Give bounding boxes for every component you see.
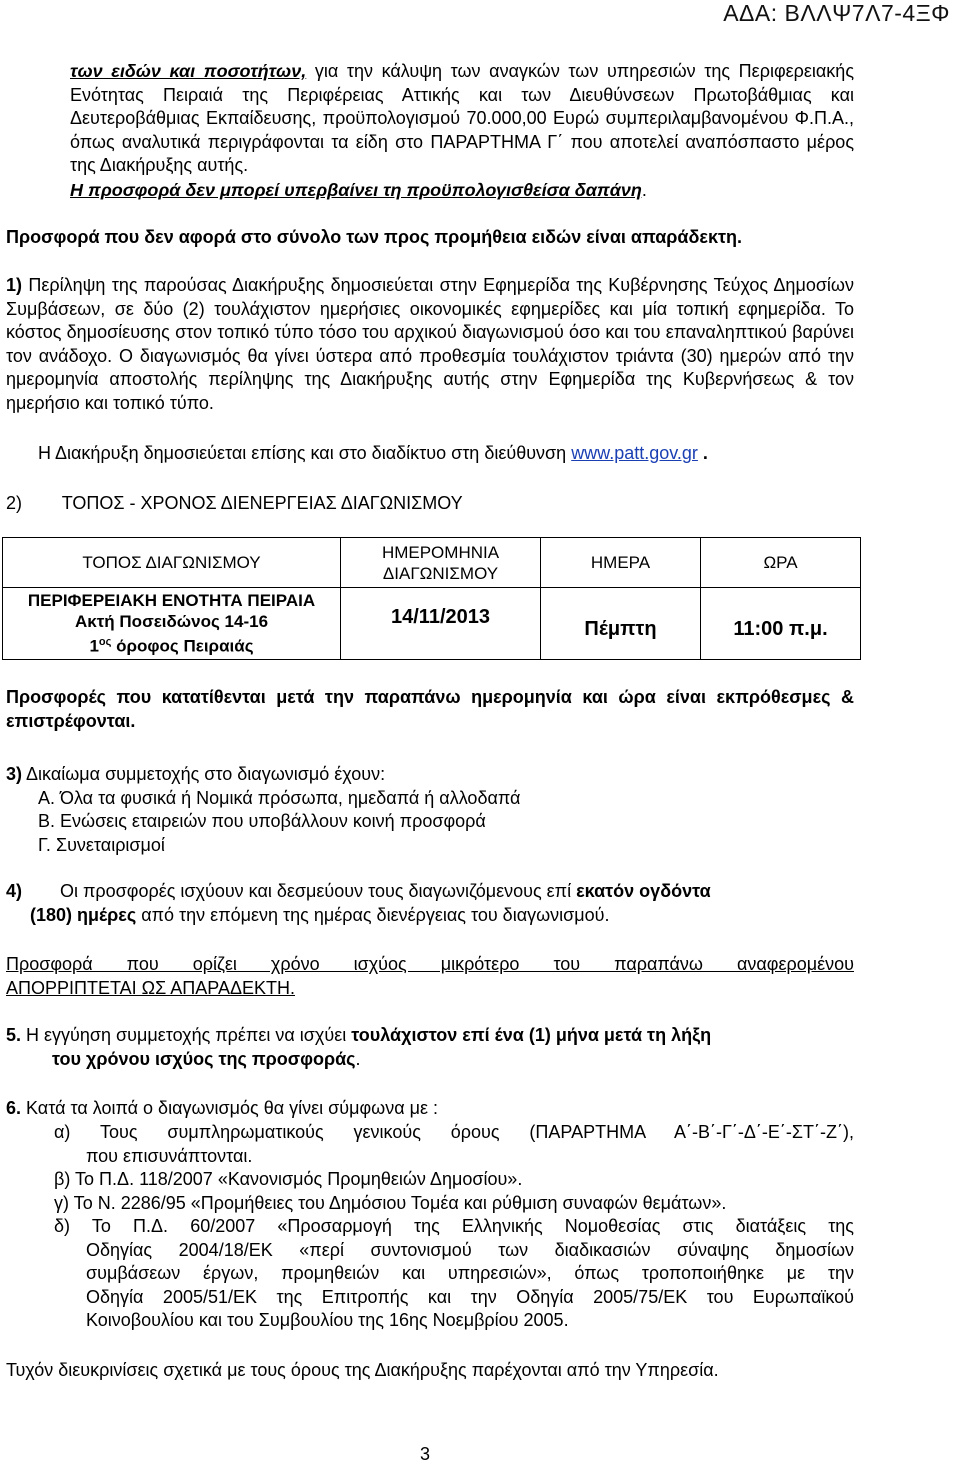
section3-item-a: Α. Όλα τα φυσικά ή Νομικά πρόσωπα, ημεδαπά ή αλλοδαπά — [38, 788, 521, 808]
late-offers-note: Προσφορές που κατατίθενται μετά την παραπάνω ημερομηνία και ώρα είναι εκπρόθεσμες & επιστρέφονται. — [6, 687, 854, 731]
section6-item-b: β) Το Π.Δ. 118/2007 «Κανονισμός Προμηθειών Δημοσίου». — [54, 1169, 523, 1189]
header-date — [341, 538, 541, 588]
rejection-line1: Προσφορά που ορίζει χρόνο ισχύος μικρότερο του παραπάνω αναφερομένου — [6, 954, 854, 974]
tender-table — [2, 537, 861, 660]
section6-d-l3: συμβάσεων έργων, προμηθειών και υπηρεσιών», όπως τροποποιήθηκε με την — [86, 1263, 854, 1283]
header-day: ΗΜΕΡΑ — [541, 538, 701, 588]
section6-d-l5: Κοινοβουλίου και του Συμβουλίου της 16ης Νοεμβρίου 2005. — [86, 1310, 569, 1330]
budget-limit-end: . — [641, 180, 647, 200]
section6-text: Κατά τα λοιπά ο διαγωνισμός θα γίνει σύμφωνα με : — [21, 1098, 438, 1118]
rejection-note — [6, 953, 854, 1000]
section4-num: 4) — [6, 881, 23, 901]
section3-heading — [6, 763, 854, 787]
section6-item-c: γ) Το Ν. 2286/95 «Προμήθειες του Δημόσιου Τομέα και ρύθμιση συναφών θεμάτων». — [54, 1193, 727, 1213]
budget-limit-line — [70, 179, 854, 203]
place-floor-num: 1 — [89, 636, 99, 656]
section6-d-l2: Οδηγίας 2004/18/ΕΚ «περί συντονισμού των διαδικασιών σύναψης δημοσίων — [86, 1239, 854, 1260]
place-floor-sup: ος — [98, 636, 112, 648]
cell-day: Πέμπτη — [541, 588, 701, 660]
section3-num: 3) — [6, 764, 23, 784]
section3-text: Δικαίωμα συμμετοχής στο διαγωνισμό έχουν: — [22, 764, 386, 784]
header-date-l1: ΗΜΕΡΟΜΗΝΙΑ — [381, 542, 500, 562]
header-time: ΩΡΑ — [701, 538, 861, 588]
section6-heading — [6, 1097, 854, 1121]
header-place: ΤΟΠΟΣ ΔΙΑΓΩΝΙΣΜΟΥ — [3, 538, 341, 588]
section2-heading: 2) ΤΟΠΟΣ - ΧΡΟΝΟΣ ΔΙΕΝΕΡΓΕΙΑΣ ΔΙΑΓΩΝΙΣΜΟΥ — [6, 493, 463, 513]
section6-num: 6. — [6, 1098, 22, 1118]
partial-offer-note: Προσφορά που δεν αφορά στο σύνολο των προς προμήθεια ειδών είναι απαράδεκτη. — [6, 227, 743, 247]
section6-a-l1: α) Τους συμπληρωματικούς γενικούς όρους (ΠΑΡΑΡΤΗΜΑ Α΄-Β΄-Γ΄-Δ΄-Ε΄-ΣΤ΄-Ζ΄), — [54, 1122, 854, 1142]
cell-place — [3, 588, 341, 660]
url-end: . — [697, 443, 708, 463]
section1-paragraph — [6, 274, 854, 415]
section6-d-l4: Οδηγία 2005/51/ΕΚ της Επιτροπής και την Οδηγία 2005/75/ΕΚ του Ευρωπαϊκού — [86, 1286, 854, 1307]
rejection-line2: ΑΠΟΡΡΙΠΤΕΤΑΙ ΩΣ ΑΠΑΡΑΔΕΚΤΗ. — [6, 977, 295, 998]
section1-internet-text: Η Διακήρυξη δημοσιεύεται επίσης και στο διαδίκτυο στη διεύθυνση — [38, 443, 572, 463]
section1-internet — [38, 442, 854, 466]
table-header-row — [3, 538, 861, 588]
section4-bold1: εκατόν ογδόντα — [576, 881, 711, 901]
closing-note: Τυχόν διευκρινίσεις σχετικά με τους όρους της Διακήρυξης παρέχονται από την Υπηρεσία. — [6, 1360, 719, 1380]
section4-bold2: (180) ημέρες — [30, 905, 137, 925]
section3-item-b: Β. Ενώσεις εταιρειών που υποβάλλουν κοινή προσφορά — [38, 811, 486, 831]
section6-d-l1: δ) Το Π.Δ. 60/2007 «Προσαρμογή της Ελληνικής Νομοθεσίας στις διατάξεις της — [54, 1216, 854, 1236]
section1-num: 1) — [6, 275, 23, 295]
table-row — [3, 588, 861, 660]
section3-item-c: Γ. Συνεταιρισμοί — [38, 835, 165, 855]
intro-text: για την κάλυψη των αναγκών των υπηρεσιών της Περιφερειακής Ενότητας Πειραιά της Περιφέρειας Αττικής και των Διευθύνσεων Πρωτοβάθμιας και Δευτεροβάθμιας Εκπαίδευσης, προϋπολογισμού 70.000,00 Ευρώ συμπεριλαμβανομένου Φ.Π.Α., όπως αναλυτικά περιγράφονται τα είδη στο ΠΑΡΑΡΤΗΜΑ Γ΄ που αποτελεί αναπόσπαστο μέρος της Διακήρυξης αυτής. — [70, 61, 854, 175]
section5-bold2: του χρόνου ισχύος της προσφοράς — [52, 1049, 356, 1069]
section4-line2 — [30, 904, 878, 928]
section5-line1 — [6, 1024, 854, 1048]
section6-item-d — [54, 1215, 854, 1333]
budget-limit: Η προσφορά δεν μπορεί υπερβαίνει τη προϋπολογισθείσα δαπάνη — [70, 180, 642, 200]
section4-text2: από την επόμενη της ημέρας διενέργειας του διαγωνισμού. — [136, 905, 610, 925]
section5-end: . — [355, 1049, 361, 1069]
section6-item-a — [54, 1121, 854, 1168]
section1-text: Περίληψη της παρούσας Διακήρυξης δημοσιεύεται στην Εφημερίδα της Κυβέρνησης Τεύχος Δημοσίων Συμβάσεων, σε δύο (2) τουλάχιστον ημερήσιες οικονομικές εφημερίδες και μία τοπική εφημερίδα. Το κόστος δημοσίευσης στον τοπικό τύπο τόσο του αρχικού διαγωνισμού όσο και του επαναληπτικού βαρύνει τον ανάδοχο. Ο διαγωνισμός θα γίνει ύστερα από προθεσμία τουλάχιστον τριάντα (30) ημερών από την ημερομηνία αποστολής περίληψης της Διακήρυξης αυτής στην Εφημερίδα της Κυβερνήσεως & τον ημερήσιο και τοπικό τύπο. — [6, 275, 854, 413]
intro-lead: των ειδών και ποσοτήτων, — [70, 61, 307, 81]
header-date-l2: ΔΙΑΓΩΝΙΣΜΟΥ — [382, 563, 499, 583]
ada-code: ΑΔΑ: ΒΛΛΨ7Λ7-4ΞΦ — [723, 0, 950, 26]
place-line1: ΠΕΡΙΦΕΡΕΙΑΚΗ ΕΝΟΤΗΤΑ ΠΕΙΡΑΙΑ — [27, 591, 316, 610]
section4-text1: Οι προσφορές ισχύουν και δεσμεύουν τους διαγωνιζόμενους επί — [60, 881, 577, 901]
cell-date: 14/11/2013 — [341, 588, 541, 660]
section6-a-l2: που επισυνάπτονται. — [86, 1145, 253, 1166]
intro-paragraph — [70, 60, 854, 178]
place-line3 — [7, 632, 336, 657]
section5-text1: Η εγγύηση συμμετοχής πρέπει να ισχύει — [21, 1025, 352, 1045]
section5-bold1: τουλάχιστον επί ένα (1) μήνα μετά τη λήξη — [351, 1025, 712, 1045]
place-line2: Ακτή Ποσειδώνος 14-16 — [74, 612, 269, 631]
place-floor-rest: όροφος Πειραιάς — [111, 636, 254, 656]
section4-line1 — [6, 880, 854, 904]
cell-time: 11:00 π.μ. — [701, 588, 861, 660]
section5-line2 — [52, 1048, 900, 1072]
patt-link[interactable]: www.patt.gov.gr — [571, 443, 698, 463]
section5-num: 5. — [6, 1025, 22, 1045]
page-number: 3 — [420, 1444, 431, 1464]
